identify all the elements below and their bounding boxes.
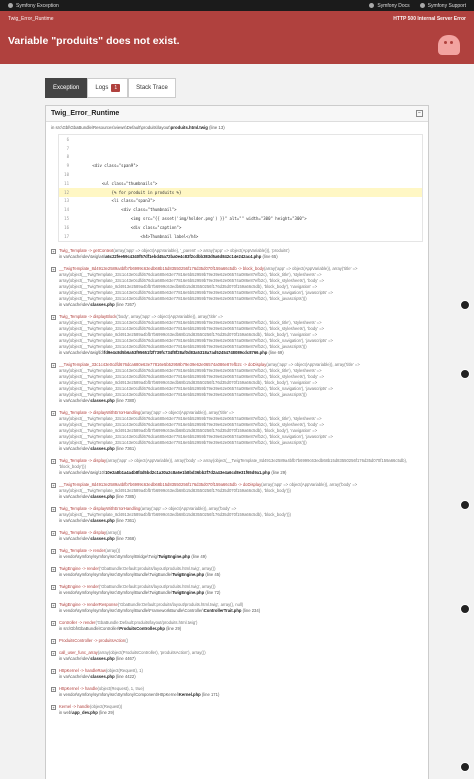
- trace-file: [59, 590, 423, 596]
- trace-file-name[interactable]: classes.php: [90, 445, 115, 451]
- trace-file: [59, 398, 423, 404]
- trace-args: (array('app' => object(AppVariable)), array('body' => array(object(__TwigTemplate_8d4913e2589a4bfb7b6999c63edb68b15d83550256f176d35d070f159a66c5db), 'block_body'))): [59, 481, 358, 493]
- exception-class: Twig_Error_Runtime: [8, 16, 54, 22]
- trace-entry: [51, 602, 423, 614]
- trace-entry: [51, 668, 423, 680]
- http-status: HTTP 500 Internal Server Error: [393, 16, 466, 22]
- code-line: [59, 197, 422, 206]
- trace-file-name[interactable]: ProduitsController.php: [119, 625, 165, 631]
- trace-entry: [51, 248, 423, 260]
- trace-entry: [51, 686, 423, 698]
- trace-file: [59, 518, 423, 524]
- trace-line: (line 29): [166, 625, 182, 631]
- line-source: <ul class="thumbnails">: [73, 180, 158, 186]
- trace-file-path: in web\: [59, 709, 73, 715]
- trace-body: [59, 704, 423, 716]
- expand-icon[interactable]: +: [52, 638, 55, 644]
- expand-icon[interactable]: +: [52, 620, 55, 626]
- trace-entry: [51, 482, 423, 500]
- trace-line: (line 7380): [115, 397, 136, 403]
- trace-file-name[interactable]: TwigEngine.php: [172, 589, 205, 595]
- trace-body: [59, 362, 423, 404]
- trace-function: HttpKernel -> handleRaw: [59, 667, 106, 673]
- trace-entry: [51, 530, 423, 542]
- trace-line: (line 7267): [115, 301, 136, 307]
- trace-line: (line 45): [205, 571, 221, 577]
- trace-args: ('GbaBundle:Default:produits/layout/produits.html.twig'): [95, 619, 198, 625]
- expand-icon[interactable]: +: [52, 704, 55, 710]
- trace-file-name[interactable]: ControllerTrait.php: [203, 607, 242, 613]
- support-icon: [420, 3, 425, 8]
- trace-file: [59, 536, 423, 542]
- expand-icon[interactable]: +: [52, 548, 55, 554]
- expand-icon[interactable]: +: [52, 584, 55, 590]
- trace-file-name[interactable]: classes.php: [90, 655, 115, 661]
- expand-icon[interactable]: +: [52, 668, 55, 674]
- code-line: [59, 188, 422, 197]
- trace-args: ('GbaBundle:Default:produits/layout/produits.html.twig', array()): [98, 565, 216, 571]
- expand-icon[interactable]: +: [52, 482, 55, 488]
- line-number: 7: [66, 145, 69, 151]
- trace-file-path: in var\cache\dev\: [59, 655, 91, 661]
- code-excerpt: [58, 134, 423, 242]
- top-bar: [0, 0, 474, 11]
- trace-entry: [51, 458, 423, 476]
- trace-function: Kernel -> handle: [59, 703, 90, 709]
- code-line: [59, 144, 422, 153]
- trace-entry: [51, 362, 423, 404]
- trace-args: ('GbaBundle:Default:produits/layout/produits.html.twig', array()): [98, 583, 216, 589]
- trace-line: (line 65): [262, 253, 278, 259]
- trace-file-name[interactable]: 10e2a8b1a4a4b8f4d5bd2c1a30a2c8a6e1b8bd36bb2f7d2a43e4a6cd8e31f65d9a1.php: [105, 469, 271, 475]
- trace-function: Twig_Template -> displayBlock: [59, 313, 117, 319]
- trace-function: ProduitsController -> produitsAction: [59, 637, 126, 643]
- trace-body: [59, 650, 423, 662]
- tab-stack-trace[interactable]: Stack Trace: [128, 78, 176, 98]
- trace-function: Twig_Template -> displayWithErrorHandling: [59, 409, 141, 415]
- symfony-exception-link[interactable]: Symfony Exception: [8, 3, 59, 9]
- side-widget-icon[interactable]: [460, 300, 470, 310]
- trace-file: [59, 656, 423, 662]
- code-line: [59, 205, 422, 214]
- trace-function: Twig_Template -> getContext: [59, 247, 114, 253]
- trace-file-path: in var\cache\dev\: [59, 493, 91, 499]
- stack-trace-list: [46, 248, 428, 716]
- trace-function: Twig_Template -> displayWithErrorHandling: [59, 505, 141, 511]
- collapse-toggle-icon[interactable]: −: [416, 110, 423, 117]
- side-widget-icon[interactable]: [460, 500, 470, 510]
- trace-line: (line 7368): [115, 535, 136, 541]
- trace-function: Controller -> render: [59, 619, 96, 625]
- line-number: 16: [64, 224, 69, 230]
- trace-args: (array('app' => object(AppVariable)), array('title' => array(object(__TwigTemplate_33c1c43e0cdfd676dca680e63e77816e5b52959b79e39e62e06574a086e87efb2c), 'block_title'), 'stylesheets' => array(object(__TwigTemplate_33c1c43e0cdfd676dca680e63e77816e5b52959b79e39e62e06574a086e87efb2c), 'block_stylesheets'), 'body' => array(object(__TwigTemplate_8d4913e2589a4bfb7b6999c63edb68b15d83550256f176d35d070f159a66c5db), 'block_body'), 'navigation' => array(object(__TwigTemplate_33c1c43e0cdfd676dca680e63e77816e5b52959b79e39e62e06574a086e87efb2c), 'block_navigation'), 'javascripts' => array(object(__TwigTemplate_33c1c43e0cdfd676dca680e63e77816e5b52959b79e39e62e06574a086e87efb2c), 'block_javascripts'))): [59, 409, 333, 445]
- trace-args: (array(object(ProduitsController), 'produitsAction'), array()): [97, 649, 206, 655]
- trace-line: (line 29): [271, 469, 287, 475]
- code-line: [59, 135, 422, 144]
- trace-file-path: in var\cache\dev\twig\a6\: [59, 253, 106, 259]
- trace-args: (array('app' => object(AppVariable)), array('body' => array(object(__TwigTemplate_8d4913e2589a4bfb7b6999c63edb68b15d83550256f176d35d070f159a66c5db), 'block_body'))): [59, 457, 408, 469]
- exception-header: [0, 11, 474, 64]
- trace-body: [59, 248, 423, 260]
- trace-entry: [51, 410, 423, 452]
- expand-icon[interactable]: +: [52, 410, 55, 416]
- trace-file: [59, 350, 423, 356]
- trace-file: [59, 572, 423, 578]
- line-number: 15: [64, 216, 69, 222]
- trace-call: [59, 362, 423, 398]
- side-widget-icon[interactable]: [460, 369, 470, 379]
- trace-file-name[interactable]: classes.php: [90, 397, 115, 403]
- code-line: [59, 170, 422, 179]
- trace-file-path: in var\cache\dev\: [59, 301, 91, 307]
- code-line: [59, 214, 422, 223]
- symfony-support-link[interactable]: Symfony Support: [420, 3, 466, 9]
- trace-file: [59, 554, 423, 560]
- trace-args: (object(Request), 1, true): [97, 685, 145, 691]
- line-source: <div class="span9">: [73, 163, 139, 169]
- trace-call: [59, 266, 423, 302]
- trace-function: __TwigTemplate_33c1c43e0cdfd676dca680e63e77816e5b52959b79e39e62e06574a086e87efb2c -> doDisplay: [59, 361, 267, 367]
- expand-icon[interactable]: +: [52, 314, 55, 320]
- trace-file-name[interactable]: fd9e4c8d5b6a53f95651f2f739fc734f8f28af0d83a5318a7ad52454748089cdc8766.php: [103, 349, 268, 355]
- line-source: <h4>Thumbnail label</h4>: [73, 233, 199, 239]
- line-number: 8: [66, 154, 69, 160]
- symfony-docs-link[interactable]: Symfony Docs: [369, 3, 409, 9]
- line-source: <li class="span3">: [73, 198, 155, 204]
- trace-function: TwigEngine -> render: [59, 583, 99, 589]
- trace-file-name[interactable]: classes.php: [90, 673, 115, 679]
- trace-args: (array('app' => object(AppVariable)), array('body' => array(object(__TwigTemplate_8d4913e2589a4bfb7b6999c63edb68b15d83550256f176d35d070f159a66c5db), 'block_body'))): [59, 505, 291, 517]
- panel-title: Twig_Error_Runtime: [51, 110, 120, 117]
- trace-args: ('GbaBundle:Default:produits/layout/produits.html.twig', array(), null): [117, 601, 244, 607]
- trace-file-path: in vendor\symfony\symfony\src\Symfony\Bridge\Twig\: [59, 553, 159, 559]
- expand-icon[interactable]: +: [52, 266, 55, 272]
- trace-call: [59, 638, 423, 644]
- ghost-illustration-icon: [438, 35, 460, 55]
- trace-function: call_user_func_array: [59, 649, 98, 655]
- trace-file-name[interactable]: classes.php: [90, 301, 115, 307]
- trace-entry: [51, 548, 423, 560]
- trace-entry: [51, 584, 423, 596]
- trace-line: (line 7385): [115, 493, 136, 499]
- trace-file-path: in var\cache\dev\: [59, 673, 91, 679]
- trace-args: (array('app' => object(AppVariable)), array('title' => array(object(__TwigTemplate_33c1c43e0cdfd676dca680e63e77816e5b52959b79e39e62e06574a086e87efb2c), 'block_title'), 'stylesheets' => array(object(__TwigTemplate_33c1c43e0cdfd676dca680e63e77816e5b52959b79e39e62e06574a086e87efb2c), 'block_stylesheets'), 'body' => array(object(__TwigTemplate_8d4913e2589a4bfb7b6999c63edb68b15d83550256f176d35d070f159a66c5db), 'block_body'), 'navigation' => array(object(__TwigTemplate_33c1c43e0cdfd676dca680e63e77816e5b52959b79e39e62e06574a086e87efb2c), 'block_navigation'), 'javascripts' => array(object(__TwigTemplate_33c1c43e0cdfd676dca680e63e77816e5b52959b79e39e62e06574a086e87efb2c), 'block_javascripts'))): [59, 265, 358, 301]
- trace-line: (line 7361): [115, 445, 136, 451]
- trace-body: [59, 620, 423, 632]
- trace-body: [59, 506, 423, 524]
- trace-file-name[interactable]: classes.php: [90, 535, 115, 541]
- line-source: {% for produit in produits %}: [73, 189, 182, 195]
- trace-file-name[interactable]: a6c22fee59c4340f57df1ebd45a72ba0e4c83f2cdbb383d5a6d842c14e242ac4.php: [105, 253, 262, 259]
- trace-line: (line 72): [205, 589, 221, 595]
- trace-call: [59, 506, 423, 518]
- expand-icon[interactable]: +: [52, 506, 55, 512]
- trace-file: [59, 470, 423, 476]
- code-line: [59, 161, 422, 170]
- expand-icon[interactable]: +: [52, 458, 55, 464]
- trace-file-path: in src\Gbl\GbaBundle\Controller\: [59, 625, 120, 631]
- trace-args: (object(Request)): [89, 703, 123, 709]
- side-widget-icon[interactable]: [460, 604, 470, 614]
- code-line: [59, 153, 422, 162]
- side-widget-icon[interactable]: [460, 762, 470, 772]
- trace-body: [59, 668, 423, 680]
- trace-entry: [51, 704, 423, 716]
- trace-file-path: in vendor\symfony\symfony\src\Symfony\Bundle\FrameworkBundle\Controller\: [59, 607, 204, 613]
- trace-body: [59, 266, 423, 308]
- book-icon: [369, 3, 374, 8]
- trace-call: [59, 314, 423, 350]
- trace-file-path: in vendor\symfony\symfony\src\Symfony\Bundle\TwigBundle\: [59, 571, 173, 577]
- trace-file: [59, 692, 423, 698]
- trace-file-name[interactable]: TwigEngine.php: [172, 571, 205, 577]
- trace-file-path: in var\cache\dev\twig\10\: [59, 469, 106, 475]
- trace-file-path: in var\cache\dev\twig\fd\: [59, 349, 104, 355]
- trace-body: [59, 482, 423, 500]
- expand-icon[interactable]: +: [52, 602, 55, 608]
- line-number: 14: [64, 207, 69, 213]
- error-location: in src\Gbl\GbaBundle\Resources\views\Default\produits\layout\produits.html.twig (line 13): [51, 125, 225, 130]
- trace-line: (line 234): [242, 607, 261, 613]
- trace-function: TwigEngine -> render: [59, 565, 99, 571]
- tab-bar: [45, 78, 474, 98]
- code-line: [59, 232, 422, 241]
- trace-file: [59, 674, 423, 680]
- line-number: 17: [64, 233, 69, 239]
- trace-line: (line 49): [191, 553, 207, 559]
- trace-file-path: in vendor\symfony\symfony\src\Symfony\Bundle\TwigBundle\: [59, 589, 173, 595]
- line-source: <img src="{{ asset('img/holder.png') }}" alt="" width="300" height="300">: [73, 216, 307, 222]
- trace-body: [59, 458, 423, 476]
- line-number: 12: [64, 189, 69, 195]
- line-number: 11: [64, 180, 69, 186]
- trace-entry: [51, 506, 423, 524]
- line-number: 13: [64, 198, 69, 204]
- expand-icon[interactable]: +: [52, 650, 55, 656]
- trace-file-name[interactable]: TwigEngine.php: [158, 553, 191, 559]
- trace-function: Twig_Template -> render: [59, 547, 106, 553]
- trace-function: Twig_Template -> display: [59, 529, 107, 535]
- trace-body: [59, 548, 423, 560]
- trace-entry: [51, 314, 423, 356]
- trace-file-name[interactable]: app_dev.php: [72, 709, 98, 715]
- code-line: [59, 179, 422, 188]
- trace-body: [59, 638, 423, 644]
- trace-line: (line 4467): [115, 655, 136, 661]
- trace-entry: [51, 638, 423, 644]
- trace-file-path: in var\cache\dev\: [59, 535, 91, 541]
- trace-args: (array()): [106, 529, 122, 535]
- trace-body: [59, 584, 423, 596]
- trace-file-name[interactable]: Kernel.php: [178, 691, 201, 697]
- trace-file: [59, 302, 423, 308]
- code-line: [59, 223, 422, 232]
- trace-file-path: in var\cache\dev\: [59, 397, 91, 403]
- trace-entry: [51, 650, 423, 662]
- logs-count-badge: 1: [111, 84, 120, 92]
- trace-function: Twig_Template -> display: [59, 457, 107, 463]
- trace-args: ('body', array('app' => object(AppVariable)), array('title' => array(object(__TwigTemplate_33c1c43e0cdfd676dca680e63e77816e5b52959b79e39e62e06574a086e87efb2c), 'block_title'), 'stylesheets' => array(object(__TwigTemplate_33c1c43e0cdfd676dca680e63e77816e5b52959b79e39e62e06574a086e87efb2c), 'block_stylesheets'), 'body' => array(object(__TwigTemplate_8d4913e2589a4bfb7b6999c63edb68b15d83550256f176d35d070f159a66c5db), 'block_body'), 'navigation' => array(object(__TwigTemplate_33c1c43e0cdfd676dca680e63e77816e5b52959b79e39e62e06574a086e87efb2c), 'block_navigation'), 'javascripts' => array(object(__TwigTemplate_33c1c43e0cdfd676dca680e63e77816e5b52959b79e39e62e06574a086e87efb2c), 'block_javascripts'))): [59, 313, 333, 349]
- trace-body: [59, 566, 423, 578]
- trace-file-name[interactable]: classes.php: [90, 493, 115, 499]
- trace-function: HttpKernel -> handle: [59, 685, 98, 691]
- panel-header: [46, 106, 428, 122]
- expand-icon[interactable]: +: [52, 530, 55, 536]
- expand-icon[interactable]: +: [52, 362, 55, 368]
- expand-icon[interactable]: +: [52, 566, 55, 572]
- trace-file-path: in vendor\symfony\symfony\src\Symfony\Component\HttpKernel\: [59, 691, 179, 697]
- trace-entry: [51, 266, 423, 308]
- exception-message: Variable "produits" does not exist.: [8, 35, 180, 47]
- trace-call: [59, 410, 423, 446]
- trace-file: [59, 494, 423, 500]
- tab-exception[interactable]: Exception: [45, 78, 87, 98]
- trace-line: (line 4422): [115, 673, 136, 679]
- trace-args: (): [125, 637, 129, 643]
- trace-body: [59, 410, 423, 452]
- trace-body: [59, 686, 423, 698]
- line-number: 9: [66, 163, 69, 169]
- expand-icon[interactable]: +: [52, 248, 55, 254]
- trace-file-path: in var\cache\dev\: [59, 517, 91, 523]
- trace-line: (line 7361): [115, 517, 136, 523]
- trace-line: (line 171): [201, 691, 220, 697]
- symfony-logo-icon: [8, 3, 13, 8]
- trace-file: [59, 710, 423, 716]
- trace-file: [59, 626, 423, 632]
- trace-args: (array()): [105, 547, 121, 553]
- trace-body: [59, 602, 423, 614]
- trace-file: [59, 254, 423, 260]
- trace-line: (line 29): [98, 709, 115, 715]
- exception-panel: [45, 105, 429, 779]
- trace-entry: [51, 566, 423, 578]
- trace-file: [59, 446, 423, 452]
- trace-entry: [51, 620, 423, 632]
- trace-file: [59, 608, 423, 614]
- line-source: <div class="thumbnail">: [73, 207, 177, 213]
- trace-args: (object(Request), 1): [105, 667, 143, 673]
- line-number: 6: [66, 136, 69, 142]
- trace-call: [59, 482, 423, 494]
- trace-function: __TwigTemplate_8d4913e2589a4bfb7b6999c63edb68b15d83550256f176d35d070f159a66c5db -> doDisplay: [59, 481, 262, 487]
- line-number: 10: [64, 172, 69, 178]
- trace-args: (array('app' => object(AppVariable)), array('title' => array(object(__TwigTemplate_33c1c43e0cdfd676dca680e63e77816e5b52959b79e39e62e06574a086e87efb2c), 'block_title'), 'stylesheets' => array(object(__TwigTemplate_33c1c43e0cdfd676dca680e63e77816e5b52959b79e39e62e06574a086e87efb2c), 'block_stylesheets'), 'body' => array(object(__TwigTemplate_8d4913e2589a4bfb7b6999c63edb68b15d83550256f176d35d070f159a66c5db), 'block_body'), 'navigation' => array(object(__TwigTemplate_33c1c43e0cdfd676dca680e63e77816e5b52959b79e39e62e06574a086e87efb2c), 'block_navigation'), 'javascripts' => array(object(__TwigTemplate_33c1c43e0cdfd676dca680e63e77816e5b52959b79e39e62e06574a086e87efb2c), 'block_javascripts'))): [59, 361, 360, 397]
- trace-body: [59, 530, 423, 542]
- trace-file-name[interactable]: classes.php: [90, 517, 115, 523]
- trace-body: [59, 314, 423, 356]
- trace-function: TwigEngine -> renderResponse: [59, 601, 118, 607]
- trace-call: [59, 458, 423, 470]
- trace-line: (line 69): [268, 349, 284, 355]
- trace-file-path: in var\cache\dev\: [59, 445, 91, 451]
- trace-function: __TwigTemplate_8d4913e2589a4bfb7b6999c63edb68b15d83550256f176d35d070f159a66c5db -> block_body: [59, 265, 265, 271]
- trace-args: (array('app' => object(AppVariable), '_parent' => array('app' => object(AppVariable))), 'produits'): [113, 247, 290, 253]
- tab-logs[interactable]: Logs 1: [87, 78, 128, 98]
- expand-icon[interactable]: +: [52, 686, 55, 692]
- line-source: <div class="caption">: [73, 224, 182, 230]
